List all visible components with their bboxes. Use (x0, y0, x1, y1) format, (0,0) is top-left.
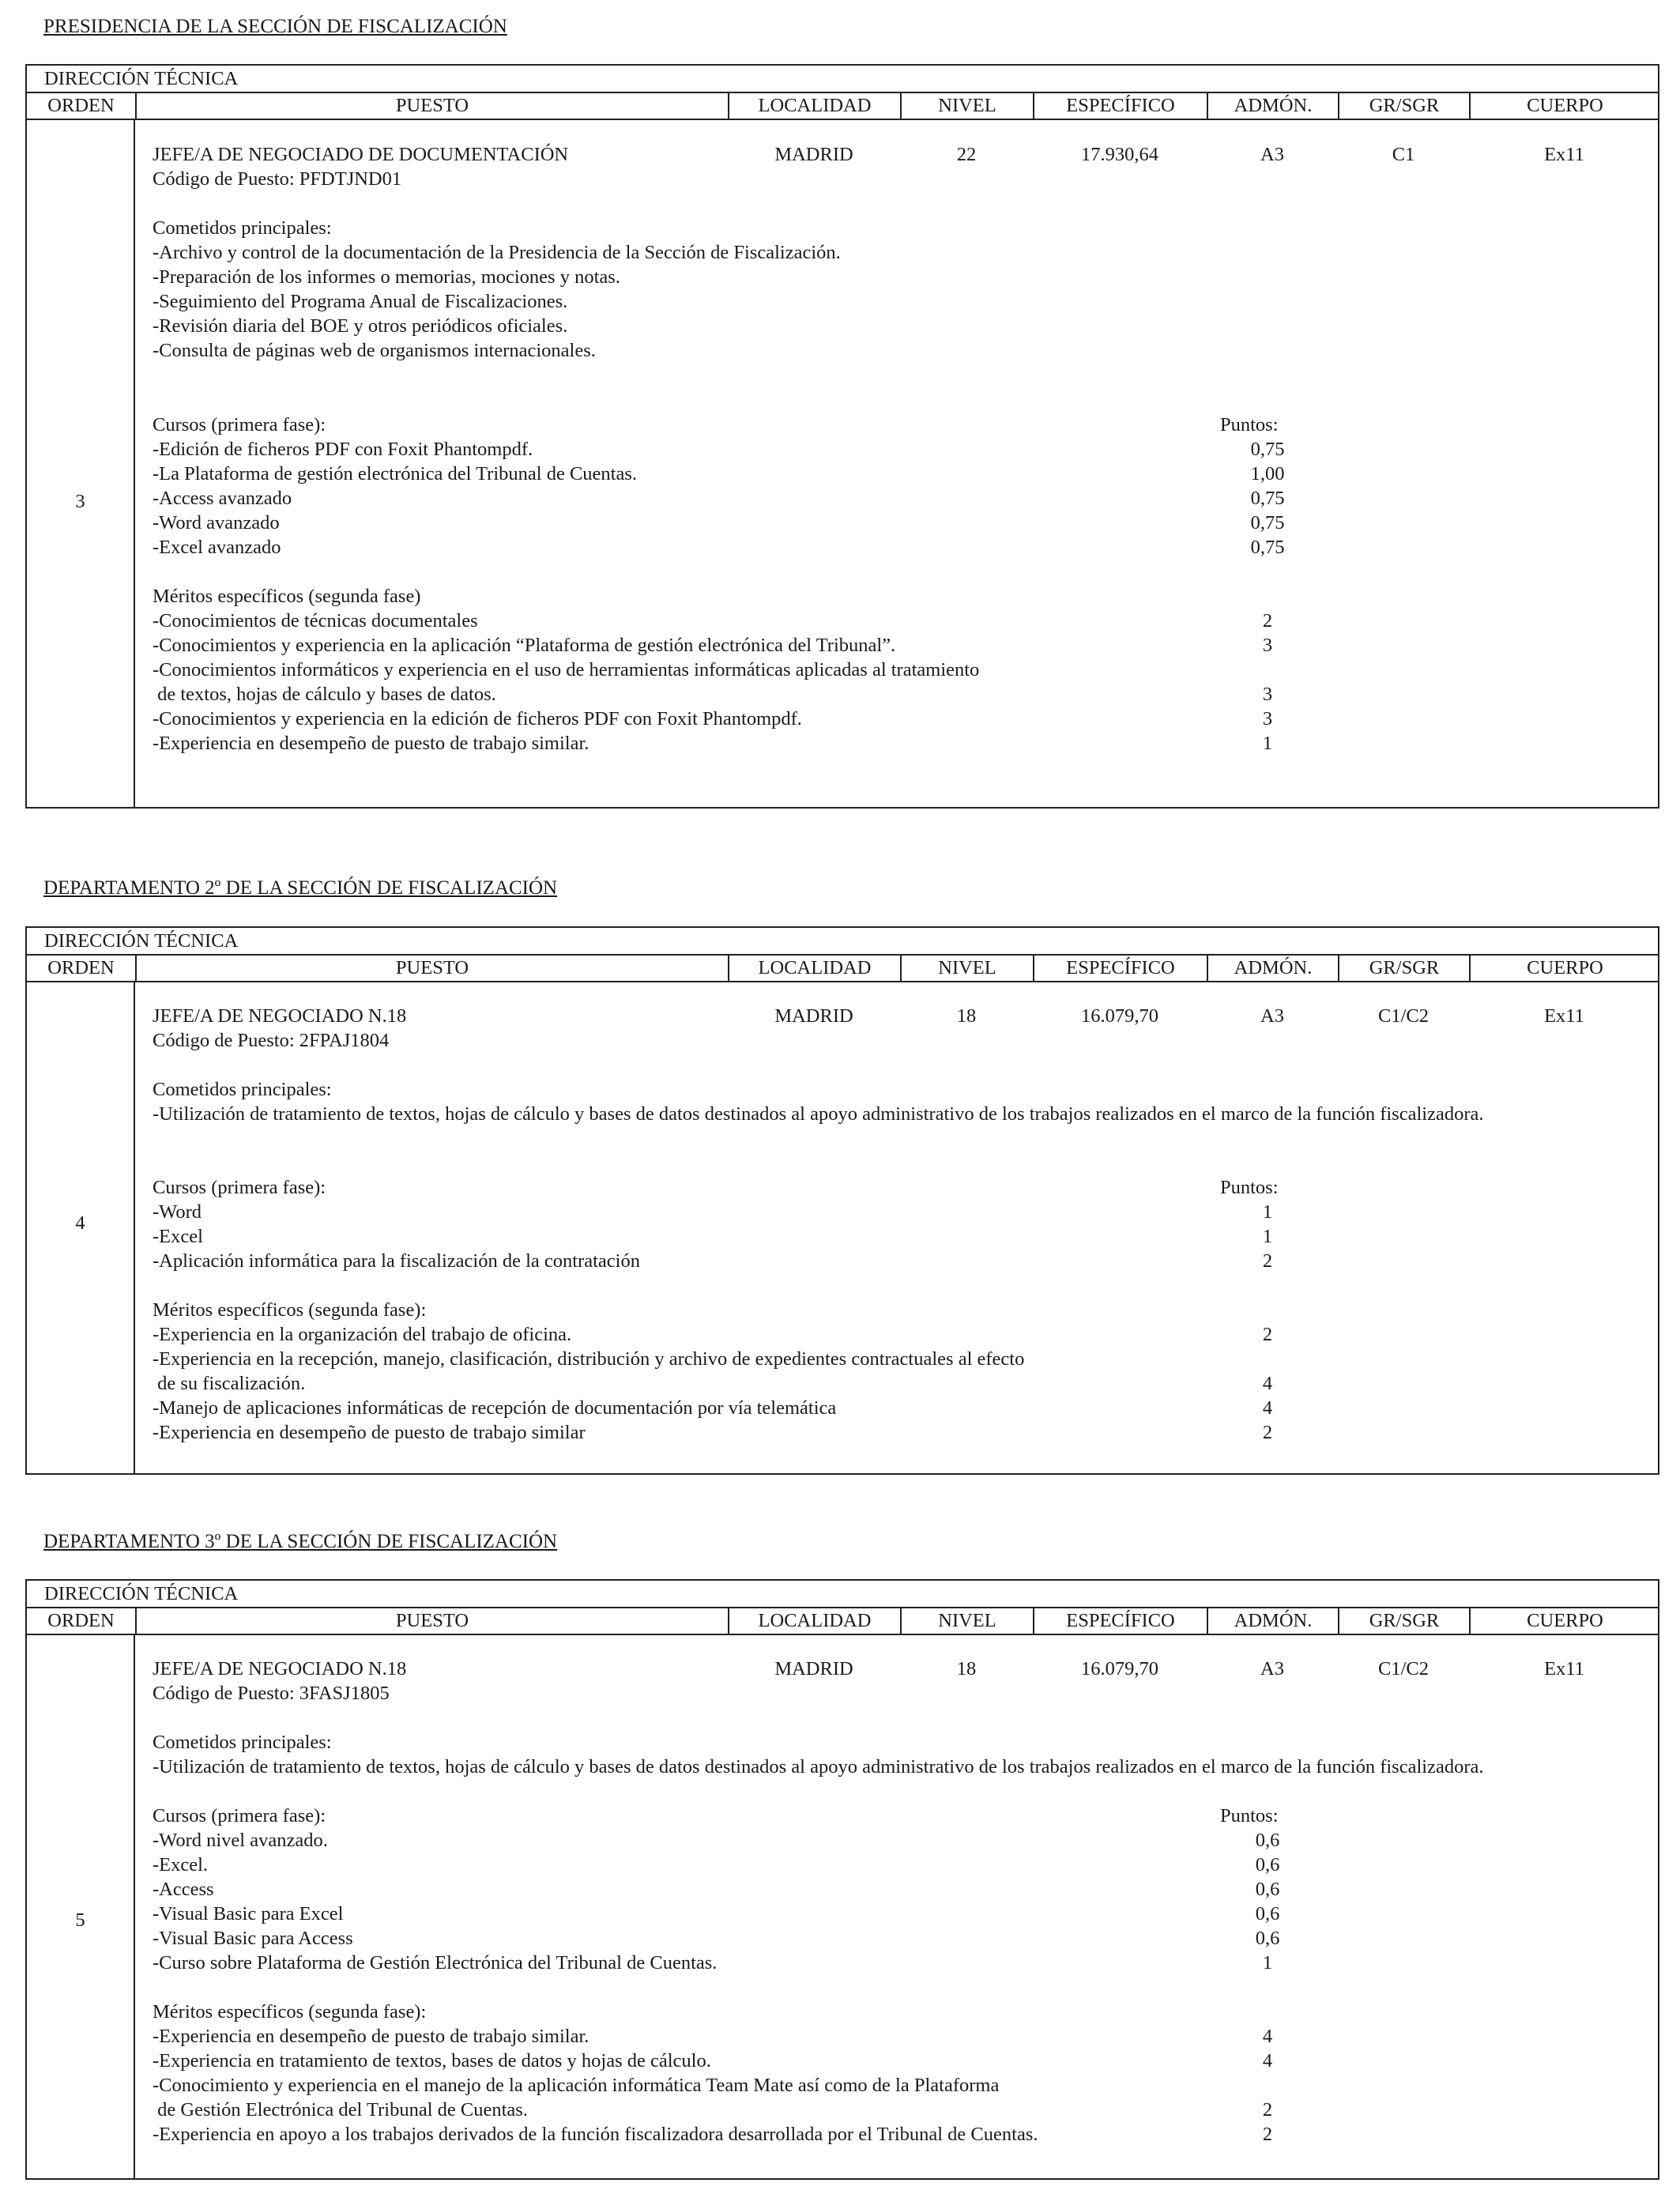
cursos-points (1220, 1200, 1315, 1273)
especifico-value: 16.079,70 (1081, 1658, 1158, 1679)
points-value: 1 (1262, 1952, 1273, 1973)
cursos-heading: Cursos (primera fase): (153, 1805, 326, 1826)
header-orden: ORDEN (47, 957, 115, 978)
admon-value: A3 (1260, 1658, 1284, 1679)
points-value: 2 (1262, 1324, 1273, 1345)
position-table (25, 1579, 1659, 2180)
header-row (27, 93, 1658, 120)
points-value: 4 (1262, 1397, 1273, 1419)
header-cuerpo: CUERPO (1469, 1608, 1659, 1634)
list-item: -Edición de ficheros PDF con Foxit Phantompdf. (153, 439, 533, 460)
list-item: -Word avanzado (153, 512, 280, 533)
header-orden: ORDEN (47, 1610, 115, 1631)
points-value: 4 (1262, 2026, 1273, 2047)
cursos-list (153, 437, 637, 560)
puesto-code: Código de Puesto: 2FPAJ1804 (153, 1030, 390, 1051)
meritos-list (153, 1322, 1024, 1445)
points-value: 4 (1262, 1373, 1273, 1394)
list-item: -Experiencia en desempeño de puesto de trabajo similar. (153, 733, 590, 754)
meritos-list (153, 609, 979, 756)
header-especifico: ESPECÍFICO (1033, 1608, 1207, 1634)
direccion-row (27, 1581, 1658, 1608)
list-item: -Conocimiento y experiencia en el manejo de la aplicación informática Team Mate así como de la Plataforma (153, 2075, 1000, 2096)
section-title: PRESIDENCIA DE LA SECCIÓN DE FISCALIZACIÓN (43, 16, 507, 37)
nivel-value: 18 (956, 1005, 977, 1027)
meritos-heading: Méritos específicos (segunda fase) (153, 586, 421, 607)
list-item: -Excel. (153, 1854, 209, 1875)
points-value: 2 (1262, 2099, 1273, 2120)
points-value: 3 (1262, 684, 1273, 705)
list-item: -Conocimientos y experiencia en la aplicación “Plataforma de gestión electrónica del Tribunal”. (153, 635, 896, 656)
meritos-points (1220, 609, 1315, 756)
header-puesto: PUESTO (135, 1608, 728, 1634)
points-value: 2 (1262, 1422, 1273, 1443)
meritos-points (1220, 2024, 1315, 2147)
list-item: -Experiencia en la organización del trabajo de oficina. (153, 1324, 572, 1345)
header-grsgr: GR/SGR (1338, 956, 1469, 981)
cursos-heading: Cursos (primera fase): (153, 1177, 326, 1198)
points-value: 0,75 (1250, 488, 1285, 509)
list-item: -Conocimientos informáticos y experiencia en el uso de herramientas informáticas aplicadas al tratamiento (153, 659, 980, 680)
points-value: 1 (1262, 1226, 1273, 1247)
points-value: 2 (1262, 610, 1273, 631)
list-item: -Experiencia en tratamiento de textos, bases de datos y hojas de cálculo. (153, 2050, 711, 2071)
puntos-heading: Puntos: (1220, 414, 1279, 435)
header-puesto: PUESTO (135, 93, 728, 119)
list-item: -Preparación de los informes o memorias, mociones y notas. (153, 266, 620, 288)
grsgr-value: C1/C2 (1378, 1658, 1429, 1679)
especifico-value: 16.079,70 (1081, 1005, 1158, 1027)
list-item: -Aplicación informática para la fiscalización de la contratación (153, 1250, 640, 1272)
list-item: -Experiencia en desempeño de puesto de trabajo similar. (153, 2026, 590, 2047)
list-item: -Archivo y control de la documentación de la Presidencia de la Sección de Fiscalización. (153, 242, 841, 263)
list-item: -Utilización de tratamiento de textos, hojas de cálculo y bases de datos destinados al apoyo administrativo de los trabajos realizados en el marco de la función fiscalizadora. (153, 1103, 1484, 1125)
orden-number: 3 (75, 491, 85, 512)
header-admon: ADMÓN. (1207, 1608, 1338, 1634)
direccion-row (27, 66, 1658, 93)
list-item: de su fiscalización. (153, 1373, 306, 1394)
section-title: DEPARTAMENTO 2º DE LA SECCIÓN DE FISCALIZACIÓN (43, 877, 558, 899)
header-admon: ADMÓN. (1207, 93, 1338, 119)
cuerpo-value: Ex11 (1544, 144, 1584, 165)
list-item: -Experiencia en la recepción, manejo, clasificación, distribución y archivo de expedientes contractuales al efecto (153, 1348, 1025, 1370)
points-value: 0,75 (1250, 439, 1285, 460)
cursos-points (1220, 437, 1315, 560)
localidad-value: MADRID (774, 1005, 853, 1027)
list-item: -Excel avanzado (153, 537, 281, 558)
points-value: 0,6 (1255, 1928, 1280, 1949)
points-value: 2 (1262, 1250, 1273, 1272)
cursos-heading: Cursos (primera fase): (153, 414, 326, 435)
localidad-value: MADRID (774, 1658, 853, 1679)
header-nivel: NIVEL (900, 93, 1033, 119)
points-value: 0,75 (1250, 537, 1285, 558)
header-especifico: ESPECÍFICO (1033, 93, 1207, 119)
header-cuerpo: CUERPO (1469, 93, 1659, 119)
list-item: -Seguimiento del Programa Anual de Fiscalizaciones. (153, 291, 568, 312)
list-item: -Conocimientos de técnicas documentales (153, 610, 478, 631)
points-value: 0,6 (1255, 1854, 1280, 1875)
points-value: 0,6 (1255, 1879, 1280, 1900)
header-localidad: LOCALIDAD (728, 93, 900, 119)
points-value (1220, 2073, 1315, 2098)
points-value: 1 (1262, 733, 1273, 754)
header-puesto: PUESTO (135, 956, 728, 981)
direccion-label: DIRECCIÓN TÉCNICA (44, 930, 239, 952)
puntos-heading: Puntos: (1220, 1805, 1279, 1826)
orden-cell (27, 1635, 135, 2178)
cursos-list (153, 1200, 640, 1273)
list-item: -Consulta de páginas web de organismos internacionales. (153, 340, 596, 361)
cursos-list (153, 1828, 717, 1975)
puntos-heading: Puntos: (1220, 1177, 1279, 1198)
cuerpo-value: Ex11 (1544, 1658, 1584, 1679)
list-item: -Visual Basic para Excel (153, 1903, 344, 1924)
list-item: -Access avanzado (153, 488, 292, 509)
list-item: -Utilización de tratamiento de textos, hojas de cálculo y bases de datos destinados al apoyo administrativo de los trabajos realizados en el marco de la función fiscalizadora. (153, 1756, 1484, 1777)
points-value: 3 (1262, 708, 1273, 729)
points-value: 1 (1262, 1201, 1273, 1223)
list-item: -Experiencia en desempeño de puesto de trabajo similar (153, 1422, 586, 1443)
points-value: 3 (1262, 635, 1273, 656)
list-item: -Excel (153, 1226, 203, 1247)
header-nivel: NIVEL (900, 1608, 1033, 1634)
direccion-label: DIRECCIÓN TÉCNICA (44, 1583, 239, 1604)
header-nivel: NIVEL (900, 956, 1033, 981)
cuerpo-value: Ex11 (1544, 1005, 1584, 1027)
list-item: -Visual Basic para Access (153, 1928, 353, 1949)
header-localidad: LOCALIDAD (728, 1608, 900, 1634)
position-body (27, 120, 1658, 807)
localidad-value: MADRID (774, 144, 853, 165)
grsgr-value: C1/C2 (1378, 1005, 1429, 1027)
orden-number: 5 (75, 1909, 85, 1931)
header-row (27, 956, 1658, 982)
points-value: 0,75 (1250, 512, 1285, 533)
points-value (1220, 1347, 1315, 1371)
list-item: -Conocimientos y experiencia en la edición de ficheros PDF con Foxit Phantompdf. (153, 708, 802, 729)
points-value: 4 (1262, 2050, 1273, 2071)
header-grsgr: GR/SGR (1338, 1608, 1469, 1634)
nivel-value: 22 (956, 144, 977, 165)
puesto-title: JEFE/A DE NEGOCIADO DE DOCUMENTACIÓN (153, 144, 569, 165)
points-value: 1,00 (1250, 463, 1285, 484)
meritos-heading: Méritos específicos (segunda fase): (153, 2001, 427, 2022)
cometidos-heading: Cometidos principales: (153, 217, 332, 239)
meritos-list (153, 2024, 1038, 2147)
direccion-row (27, 928, 1658, 956)
header-admon: ADMÓN. (1207, 956, 1338, 981)
list-item: -Word nivel avanzado. (153, 1830, 328, 1851)
list-item: -Revisión diaria del BOE y otros periódicos oficiales. (153, 315, 568, 337)
section-title: DEPARTAMENTO 3º DE LA SECCIÓN DE FISCALIZACIÓN (43, 1531, 558, 1552)
position-body (27, 982, 1658, 1473)
meritos-heading: Méritos específicos (segunda fase): (153, 1299, 427, 1321)
points-value (1220, 658, 1315, 682)
admon-value: A3 (1260, 144, 1284, 165)
especifico-value: 17.930,64 (1081, 144, 1158, 165)
nivel-value: 18 (956, 1658, 977, 1679)
header-especifico: ESPECÍFICO (1033, 956, 1207, 981)
puesto-title: JEFE/A DE NEGOCIADO N.18 (153, 1658, 407, 1679)
orden-cell (27, 120, 135, 807)
orden-cell (27, 982, 135, 1473)
puesto-code: Código de Puesto: 3FASJ1805 (153, 1683, 390, 1704)
points-value: 2 (1262, 2124, 1273, 2145)
cometidos-list (153, 240, 841, 363)
points-value: 0,6 (1255, 1903, 1280, 1924)
list-item: -Word (153, 1201, 202, 1223)
cometidos-list (153, 1755, 1483, 1779)
puesto-code: Código de Puesto: PFDTJND01 (153, 168, 402, 190)
header-grsgr: GR/SGR (1338, 93, 1469, 119)
list-item: -Experiencia en apoyo a los trabajos derivados de la función fiscalizadora desarrollada por el Tribunal de Cuentas. (153, 2124, 1038, 2145)
meritos-points (1220, 1322, 1315, 1445)
cometidos-list (153, 1102, 1483, 1126)
cometidos-heading: Cometidos principales: (153, 1079, 332, 1100)
points-value: 0,6 (1255, 1830, 1280, 1851)
position-table (25, 926, 1659, 1475)
cometidos-heading: Cometidos principales: (153, 1732, 332, 1753)
grsgr-value: C1 (1392, 144, 1415, 165)
header-cuerpo: CUERPO (1469, 956, 1659, 981)
list-item: de Gestión Electrónica del Tribunal de Cuentas. (153, 2099, 528, 2120)
list-item: -Access (153, 1879, 214, 1900)
cursos-points (1220, 1828, 1315, 1975)
direccion-label: DIRECCIÓN TÉCNICA (44, 68, 239, 89)
position-table (25, 64, 1659, 809)
admon-value: A3 (1260, 1005, 1284, 1027)
header-localidad: LOCALIDAD (728, 956, 900, 981)
orden-number: 4 (75, 1212, 85, 1234)
list-item: -Manejo de aplicaciones informáticas de recepción de documentación por vía telemática (153, 1397, 837, 1419)
puesto-title: JEFE/A DE NEGOCIADO N.18 (153, 1005, 407, 1027)
header-orden: ORDEN (47, 95, 115, 116)
header-row (27, 1608, 1658, 1635)
position-body (27, 1635, 1658, 2178)
list-item: de textos, hojas de cálculo y bases de datos. (153, 684, 496, 705)
list-item: -Curso sobre Plataforma de Gestión Electrónica del Tribunal de Cuentas. (153, 1952, 718, 1973)
list-item: -La Plataforma de gestión electrónica del Tribunal de Cuentas. (153, 463, 638, 484)
